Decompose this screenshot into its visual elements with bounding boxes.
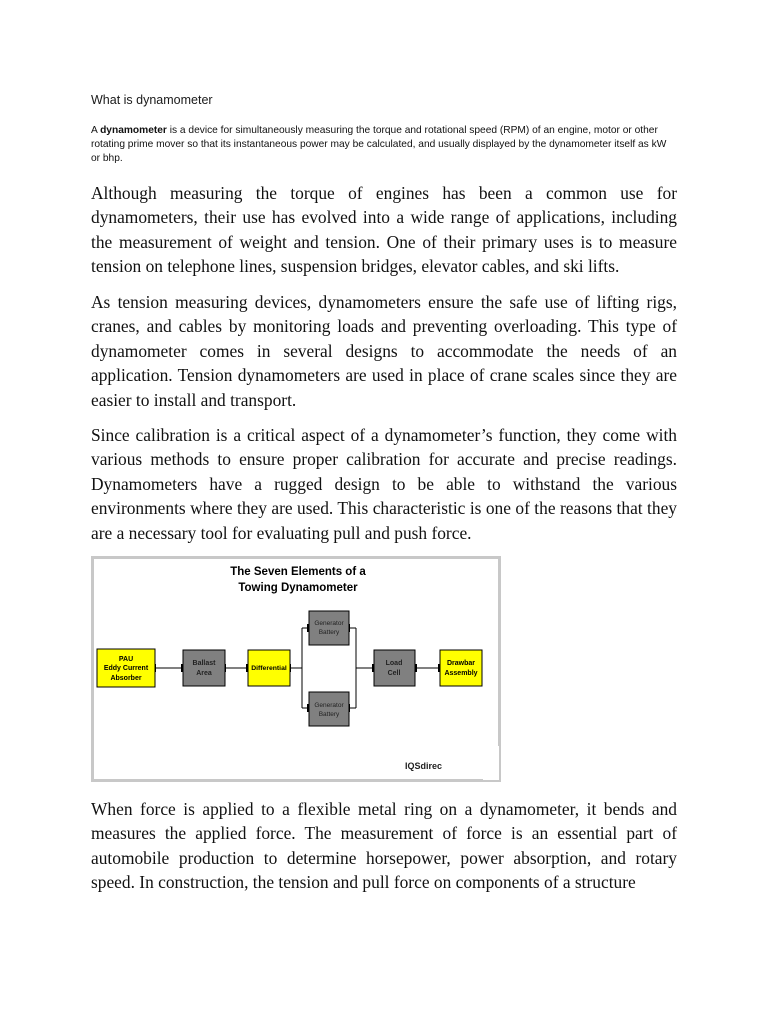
block-drawbar-assembly xyxy=(440,650,482,686)
body-paragraph-2: As tension measuring devices, dynamometers ensure the safe use of lifting rigs, cranes, and cables by monitoring loads and preventing overloading. This type of dynamometer comes in several designs to accommodate the needs of an application. Tension dynamometers are used in place of crane scales since they are easier to install and transport. xyxy=(91,292,677,410)
drawbar-label-1: Drawbar xyxy=(446,660,476,667)
frame-gap xyxy=(483,746,499,780)
block-differential xyxy=(248,650,290,686)
block-ballast-area xyxy=(183,650,225,686)
diagram-title-line2: Towing Dynamometer xyxy=(238,582,358,594)
body-paragraph-1: Although measuring the torque of engines has been a common use for dynamometers, their use has evolved into a wide range of applications, including the measurement of weight and tension. One of their primary uses is to measure tension on telephone lines, suspension bridges, elevator cables, and ski lifts. xyxy=(91,183,677,277)
differential-label: Differential xyxy=(251,665,287,672)
intro-term: dynamometer xyxy=(100,125,167,136)
page-heading: What is dynamometer xyxy=(91,93,213,107)
pau-label-1: PAU xyxy=(118,656,134,663)
block-generator-battery-bottom xyxy=(309,692,349,726)
drawbar-label-2: Assembly xyxy=(444,670,478,677)
intro-rest: is a device for simultaneously measuring the torque and rotational speed (RPM) of an engine, motor or other rotating prime mover so that its instantaneous power may be calculated, and usually displayed by the dynamometer itself as kW or bhp. xyxy=(91,125,667,164)
block-load-cell xyxy=(374,650,415,686)
pau-label-3: Absorber xyxy=(110,675,142,682)
generator-bottom-label-2: Battery xyxy=(318,711,340,718)
block-pau-eddy-current-absorber xyxy=(97,649,155,687)
block-generator-battery-top xyxy=(309,611,349,645)
ballast-label-2: Area xyxy=(196,670,212,677)
generator-top-label-1: Generator xyxy=(314,620,344,627)
intro-prefix: A xyxy=(91,125,101,136)
ballast-label-1: Ballast xyxy=(192,660,216,667)
generator-top-label-2: Battery xyxy=(318,629,340,636)
diagram-watermark: IQSdirec xyxy=(405,761,443,771)
pau-label-2: Eddy Current xyxy=(103,665,149,672)
intro-paragraph xyxy=(91,124,676,166)
body-paragraph-4: When force is applied to a flexible metal ring on a dynamometer, it bends and measures the applied force. The measurement of force is an essential part of automobile production to determine horsepower, power absorption, and rotary speed. In construction, the tension and pull force on components of a structure xyxy=(91,799,677,893)
towing-dynamometer-diagram xyxy=(91,556,501,782)
generator-bottom-label-1: Generator xyxy=(314,702,344,709)
diagram-title-line1: The Seven Elements of a xyxy=(230,566,366,578)
load-cell-label-1: Load xyxy=(385,660,403,667)
body-paragraph-3: Since calibration is a critical aspect of a dynamometer’s function, they come with various methods to ensure proper calibration for accurate and precise readings. Dynamometers have a rugged design to be able to withstand the various environments where they are used. This characteristic is one of the reasons that they are a necessary tool for evaluating pull and push force. xyxy=(91,425,677,543)
load-cell-label-2: Cell xyxy=(387,670,401,677)
